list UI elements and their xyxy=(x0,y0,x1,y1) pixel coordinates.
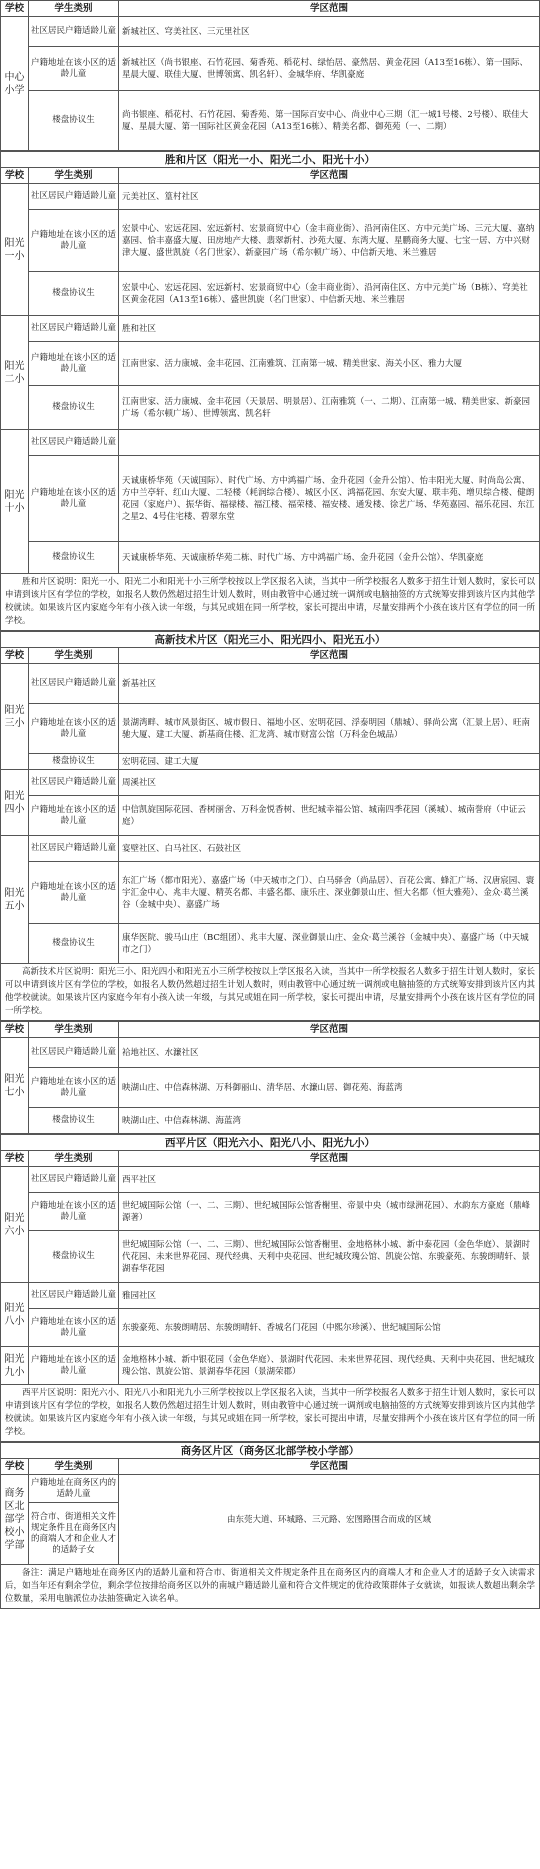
category-cell: 楼盘协议生 xyxy=(29,924,119,964)
range-cell: 东骏豪苑、东骏朗晴居、东骏朗晴轩、香城名门花园（中熙尔珍溪）、世纪城国际公馆 xyxy=(119,1309,540,1347)
header-range: 学区范围 xyxy=(119,1,540,17)
range-cell xyxy=(119,430,540,456)
range-cell: 西平社区 xyxy=(119,1167,540,1193)
header-range: 学区范围 xyxy=(119,1151,540,1167)
section-title-gaoxin: 高新技术片区（阳光三小、阳光四小、阳光五小） xyxy=(0,631,540,647)
school-name: 阳光三小 xyxy=(1,664,29,770)
school-name: 中心小学 xyxy=(1,17,29,151)
note-shenghe: 胜和片区说明：阳光一小、阳光二小和阳光十小三所学校按以上学区报名入读，当其中一所学校报名人数多于招生计划人数时，家长可以申请到该片区有学位的学校，如报名人数仍然超过招生计划人数时，则由教管中心通过统一调剂或电脑抽签的方式统筹安排到该片区内其他学校就读。如果该片区内家庭今年有小孩入读一年级，与其兄或姐在同一所学校，家长可提出申请，尽量安排两个小孩在该片区有学位的同一所学校。 xyxy=(0,574,540,631)
range-cell: 宏景中心、宏远花园、宏远新村、宏景商贸中心（金丰商业街）、沿河南住区、方中元美广场、三元大厦、嘉纳嘉园、恰丰嘉盛大厦、田房地产大楼、翡翠新村、沙苑大厦、东湾大厦、星鹏商务大厦、七宝一居、方中兴财津大厦、盛世凯旋（名门世家）、新豪园广场（希尔顿广场）、中信新天地、米兰雅居 xyxy=(119,210,540,272)
xiping-table xyxy=(0,1150,540,1385)
school-name: 阳光二小 xyxy=(1,316,29,430)
range-cell: 由东莞大道、环城路、三元路、宏图路围合而成的区域 xyxy=(119,1475,540,1565)
range-cell: 映湖山庄、中信森林湖、海蓝湾 xyxy=(119,1108,540,1134)
category-cell: 楼盘协议生 xyxy=(29,542,119,574)
category-cell: 社区居民户籍适龄儿童 xyxy=(29,770,119,796)
category-cell: 户籍地址在该小区的适龄儿童 xyxy=(29,1309,119,1347)
school-name: 阳光七小 xyxy=(1,1038,29,1134)
school-name: 阳光八小 xyxy=(1,1283,29,1347)
range-cell: 天诚康桥华苑（天诚国际）、时代广场、方中鸿福广场、金升花园（金升公馆）、怡丰阳光大厦、时尚岛公寓、方中兰亭轩、红山大厦、二轻楼（耗润综合楼）、城区小区、鸿福花园、东安大厦、联丰苑、增贝综合楼、健朗花园（家庭户）、振华街、福禄楼、福江楼、福荣楼、福安楼、通发楼、徐艺广场、华苑嘉园、福乐花园、东江之星2、4号住宅楼、碧翠东堂 xyxy=(119,456,540,542)
header-school: 学校 xyxy=(1,1,29,17)
range-cell: 尚书银座、稻花村、石竹花园、菊香苑、第一国际百安中心、尚业中心三期（汇一城1号楼、2号楼）、联佳大厦、星晨大厦、第一国际社区黄金花园（A13至16栋）、精美名都、御苑苑（一、二期） xyxy=(119,91,540,151)
school-name: 阳光十小 xyxy=(1,430,29,574)
note-gaoxin: 高新技术片区说明：阳光三小、阳光四小和阳光五小三所学校按以上学区报名入读，当其中一所学校报名人数多于招生计划人数时，家长可以申请到该片区有学位的学校，如报名人数仍然超过招生计划人数时，则由教管中心通过统一调剂或电脑抽签的方式统筹安排到该片区内其他学校就读。如果该片区内家庭今年有小孩入读一年级，与其兄或姐在同一所学校，家长可提出申请，尽量安排两个小孩在该片区有学位的同一所学校。 xyxy=(0,964,540,1021)
school-name: 商务区北部学校小学部 xyxy=(1,1475,29,1565)
section-title-xiping: 西平片区（阳光六小、阳光八小、阳光九小） xyxy=(0,1134,540,1150)
category-cell: 户籍地址在该小区的适龄儿童 xyxy=(29,210,119,272)
header-school: 学校 xyxy=(1,1022,29,1038)
header-school: 学校 xyxy=(1,1151,29,1167)
range-cell: 康华医院、骏马山庄（BC组团）、兆丰大厦、深业御景山庄、金众·葛兰溪谷（金城中央）、嘉盛广场（中天城市之门） xyxy=(119,924,540,964)
category-cell: 户籍地址在该小区的适龄儿童 xyxy=(29,47,119,91)
category-cell: 户籍地址在该小区的适龄儿童 xyxy=(29,1068,119,1108)
category-cell: 社区居民户籍适龄儿童 xyxy=(29,184,119,210)
category-cell: 楼盘协议生 xyxy=(29,91,119,151)
range-cell: 世纪城国际公馆（一、二、三期）、世纪城国际公馆香榭里、金地格林小城、新中泰花园（金色华庭）、景湖时代花园、未来世界花园、现代经典、天利中央花园、世纪城玫瑰公馆、凯旋公馆、东骏豪苑、东骏朗晴轩、景湖春华花园 xyxy=(119,1231,540,1283)
category-cell: 楼盘协议生 xyxy=(29,1108,119,1134)
range-cell: 袷地社区、水濂社区 xyxy=(119,1038,540,1068)
range-cell: 映湖山庄、中信森林湖、万科御丽山、清华居、水濂山居、御花苑、海蓝湾 xyxy=(119,1068,540,1108)
gaoxin-table xyxy=(0,647,540,964)
shenghe-table xyxy=(0,167,540,574)
header-range: 学区范围 xyxy=(119,168,540,184)
category-cell: 社区居民户籍适龄儿童 xyxy=(29,17,119,47)
header-school: 学校 xyxy=(1,1459,29,1475)
range-cell: 元美社区、篁村社区 xyxy=(119,184,540,210)
range-cell: 雅园社区 xyxy=(119,1283,540,1309)
note-shangwu: 备注：满足户籍地址在商务区内的适龄儿童和符合市、街道相关文件规定条件且在商务区内的商端人才和企业人才的适龄子女入读需求后，如当年还有剩余学位，剩余学位按排给商务区以外的南城户籍适龄儿童和符合文件规定的优待政策群体子女就读，如报读人数超出剩余学位数量，采用电脑派位办法抽签确定入读名单。 xyxy=(0,1565,540,1609)
section-title-shenghe: 胜和片区（阳光一小、阳光二小、阳光十小） xyxy=(0,151,540,167)
header-school: 学校 xyxy=(1,168,29,184)
range-cell: 金地格林小城、新中银花园（金色华庭）、景湖时代花园、未来世界花园、现代经典、天利中央花园、世纪城玫瑰公馆、凯旋公馆、景湖春华花园（景湖荣郡） xyxy=(119,1347,540,1385)
category-cell: 社区居民户籍适龄儿童 xyxy=(29,836,119,862)
school-name: 阳光一小 xyxy=(1,184,29,316)
category-cell: 户籍地址在该小区的适龄儿童 xyxy=(29,862,119,924)
school-name: 阳光四小 xyxy=(1,770,29,836)
header-range: 学区范围 xyxy=(119,1459,540,1475)
category-cell: 楼盘协议生 xyxy=(29,1231,119,1283)
qi-table xyxy=(0,1021,540,1134)
category-cell: 楼盘协议生 xyxy=(29,754,119,770)
header-category: 学生类别 xyxy=(29,1459,119,1475)
category-cell: 户籍地址在该小区的适龄儿童 xyxy=(29,1193,119,1231)
shangwu-table xyxy=(0,1458,540,1565)
category-cell: 社区居民户籍适龄儿童 xyxy=(29,430,119,456)
category-cell: 户籍地址在该小区的适龄儿童 xyxy=(29,456,119,542)
school-name: 阳光六小 xyxy=(1,1167,29,1283)
header-category: 学生类别 xyxy=(29,1151,119,1167)
category-cell: 户籍地址在该小区的适龄儿童 xyxy=(29,704,119,754)
range-cell: 天诚康桥华苑、天诚康桥华苑二栋、时代广场、方中鸿福广场、金升花园（金升公馆）、华凯豪庭 xyxy=(119,542,540,574)
range-cell: 周溪社区 xyxy=(119,770,540,796)
range-cell: 世纪城国际公馆（一、二、三期）、世纪城国际公馆香榭里、帝景中央（城市绿洲花园）、水韵东方豪庭（鼎峰源著） xyxy=(119,1193,540,1231)
category-cell: 户籍地址在该小区的适龄儿童 xyxy=(29,342,119,386)
range-cell: 新基社区 xyxy=(119,664,540,704)
school-name: 阳光五小 xyxy=(1,836,29,964)
range-cell: 新城社区、穹美社区、三元里社区 xyxy=(119,17,540,47)
school-name: 阳光九小 xyxy=(1,1347,29,1385)
category-cell: 社区居民户籍适龄儿童 xyxy=(29,1283,119,1309)
header-category: 学生类别 xyxy=(29,1022,119,1038)
header-category: 学生类别 xyxy=(29,168,119,184)
category-cell: 户籍地址在该小区的适龄儿童 xyxy=(29,1347,119,1385)
category-cell: 户籍地址在该小区的适龄儿童 xyxy=(29,796,119,836)
category-cell: 社区居民户籍适龄儿童 xyxy=(29,1038,119,1068)
range-cell: 中信凯旋国际花园、香树丽舍、万科金悦香树、世纪城幸福公馆、城南四季花园（溪城）、城南誉府（中证云庭） xyxy=(119,796,540,836)
range-cell: 宴壁社区、白马社区、石鼓社区 xyxy=(119,836,540,862)
category-cell: 符合市、街道相关文件规定条件且在商务区内的商端人才和企业人才的适龄子女 xyxy=(29,1503,119,1565)
range-cell: 江南世家、活力康城、金丰花园、江南雅筑、江南第一城、精美世家、海关小区、雅力大厦 xyxy=(119,342,540,386)
range-cell: 宏景中心、宏远花园、宏远新村、宏景商贸中心（金丰商业街）、沿河南住区、方中元美广场（B栋）、穹美社区黄金花园（A13至16栋）、盛世凯旋（名门世家）、中信新天地、米兰雅居 xyxy=(119,272,540,316)
range-cell: 宏明花园、建工大厦 xyxy=(119,754,540,770)
range-cell: 景湖湾畔、城市风景街区、城市假日、福地小区、宏明花园、浮泰明园（鼎城）、驿尚公寓（汇景上居）、旺南驰大厦、建工大厦、新基商住楼、汇龙湾、城市财富公馆（万科金色城品） xyxy=(119,704,540,754)
header-range: 学区范围 xyxy=(119,1022,540,1038)
category-cell: 社区居民户籍适龄儿童 xyxy=(29,1167,119,1193)
section-title-shangwu: 商务区片区（商务区北部学校小学部） xyxy=(0,1442,540,1458)
header-category: 学生类别 xyxy=(29,1,119,17)
center-table xyxy=(0,0,540,151)
header-school: 学校 xyxy=(1,648,29,664)
category-cell: 户籍地址在商务区内的适龄儿童 xyxy=(29,1475,119,1503)
category-cell: 社区居民户籍适龄儿童 xyxy=(29,316,119,342)
range-cell: 新城社区（尚书银座、石竹花园、菊香苑、稻花村、绿怡居、豪然居、黄金花园（A13至16栋）、第一国际、星晨大厦、联佳大厦、世博领寓、凯名轩）、金城华府、华凯豪庭 xyxy=(119,47,540,91)
note-xiping: 西平片区说明：阳光六小、阳光八小和阳光九小三所学校按以上学区报名入读，当其中一所学校报名人数多于招生计划人数时，家长可以申请到该片区有学位的学校，如报名人数仍然超过招生计划人数时，则由教管中心通过统一调剂或电脑抽签的方式统筹安排到该片区内其他学校就读。如果该片区内家庭今年有小孩入读一年级，与其兄或姐在同一所学校，家长可提出申请，尽量安排两个小孩在该片区有学位的同一所学校。 xyxy=(0,1385,540,1442)
header-range: 学区范围 xyxy=(119,648,540,664)
category-cell: 社区居民户籍适龄儿童 xyxy=(29,664,119,704)
header-category: 学生类别 xyxy=(29,648,119,664)
range-cell: 东汇广场（都市阳光）、嘉盛广场（中天城市之门）、白马驿舍（尚品居）、百花公寓、蜂汇广场、汉唐宸园、寰宇汇金中心、兆丰大厦、精英名都、丰盛名都、康乐庄、深业御景山庄、恒大名都（恒大雅苑）、金众·葛兰溪谷（金城中央）、嘉盛广场 xyxy=(119,862,540,924)
category-cell: 楼盘协议生 xyxy=(29,272,119,316)
range-cell: 胜和社区 xyxy=(119,316,540,342)
range-cell: 江南世家、活力康城、金丰花园（天景居、明景居）、江南雅筑（一、二期）、江南第一城、精美世家、新豪园广场（希尔顿广场）、世博领寓、凯名轩 xyxy=(119,386,540,430)
category-cell: 楼盘协议生 xyxy=(29,386,119,430)
